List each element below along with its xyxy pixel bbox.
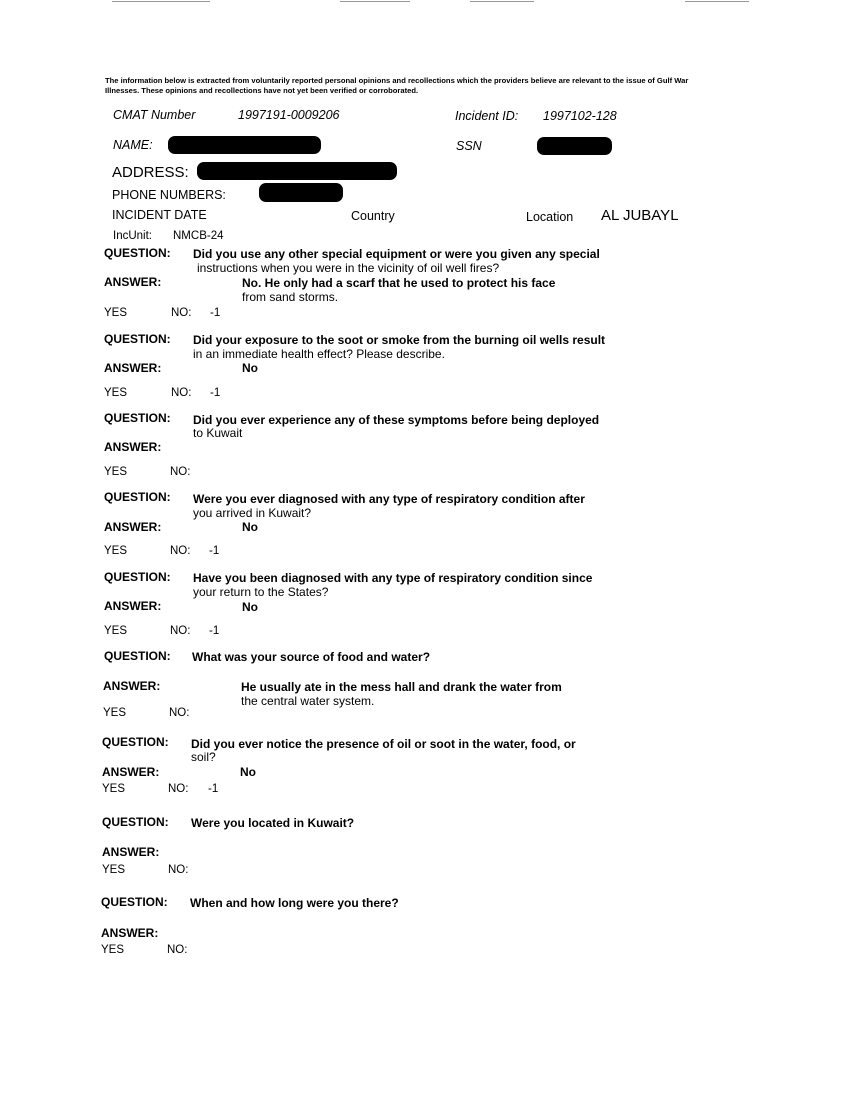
answer-text: No. He only had a scarf that he used to protect his face [242,276,556,290]
answer-label: ANSWER: [101,926,159,940]
incident-id-value: 1997102-128 [543,109,617,123]
answer-text-cont: the central water system. [241,694,375,708]
question-text-cont: soil? [191,750,216,764]
question-text: Have you been diagnosed with any type of respiratory condition since [193,571,593,585]
answer-text: No [242,520,258,534]
answer-label: ANSWER: [103,679,161,693]
question-text-cont: you arrived in Kuwait? [193,506,312,520]
question-label: QUESTION: [104,332,171,346]
incunit-label: IncUnit: [113,230,152,242]
answer-label: ANSWER: [104,275,162,289]
answer-label: ANSWER: [104,520,162,534]
question-label: QUESTION: [102,735,169,749]
question-text: When and how long were you there? [190,896,399,910]
no-label: NO: [169,707,190,719]
question-label: QUESTION: [101,895,168,909]
location-label: Location [526,210,574,224]
no-label: NO: [170,625,191,637]
question-label: QUESTION: [104,649,171,663]
yes-label: YES [102,783,126,795]
name-label: NAME: [113,138,153,152]
scan-artifact-line [685,1,749,2]
answer-label: ANSWER: [104,440,162,454]
question-text-cont: to Kuwait [193,426,243,440]
phone-redaction [259,183,343,202]
no-value: -1 [210,307,221,319]
no-label: NO: [167,944,188,956]
question-text: What was your source of food and water? [192,650,431,664]
no-label: NO: [171,307,192,319]
yes-label: YES [102,864,126,876]
yes-label: YES [101,944,125,956]
no-value: -1 [209,625,220,637]
question-label: QUESTION: [104,570,171,584]
answer-text-cont: from sand storms. [242,290,339,304]
yes-label: YES [104,387,128,399]
answer-text: No [242,361,258,375]
question-text-cont: instructions when you were in the vicinity of oil well fires? [197,261,500,275]
no-label: NO: [171,387,192,399]
phone-numbers-label: PHONE NUMBERS: [112,188,226,202]
no-value: -1 [210,387,221,399]
incunit-value: NMCB-24 [173,230,224,242]
question-text: Did you ever experience any of these symptoms before being deployed [193,413,600,427]
answer-text: No [240,765,256,779]
country-label: Country [351,209,395,223]
no-label: NO: [168,864,189,876]
answer-label: ANSWER: [102,845,160,859]
ssn-label: SSN [456,139,482,153]
yes-label: YES [104,625,128,637]
question-text-cont: your return to the States? [193,585,329,599]
answer-text: He usually ate in the mess hall and drank the water from [241,680,562,694]
question-label: QUESTION: [104,490,171,504]
location-value: AL JUBAYL [601,207,679,224]
ssn-redaction [537,137,612,155]
question-label: QUESTION: [104,246,171,260]
no-label: NO: [168,783,189,795]
no-label: NO: [170,466,191,478]
cmat-number-label: CMAT Number [113,108,196,122]
question-label: QUESTION: [102,815,169,829]
incident-date-label: INCIDENT DATE [112,208,207,222]
question-text: Did your exposure to the soot or smoke from the burning oil wells result [193,333,606,347]
scan-artifact-line [470,1,534,2]
no-value: -1 [209,545,220,557]
question-text: Did you use any other special equipment or were you given any special [193,247,600,261]
answer-label: ANSWER: [104,361,162,375]
answer-label: ANSWER: [102,765,160,779]
address-label: ADDRESS: [112,164,189,181]
question-text: Did you ever notice the presence of oil or soot in the water, food, or [191,737,576,751]
yes-label: YES [104,466,128,478]
answer-label: ANSWER: [104,599,162,613]
no-label: NO: [170,545,191,557]
incident-id-label: Incident ID: [455,109,519,123]
disclaimer: The information below is extracted from voluntarily reported personal opinions and recollections which the providers believe are relevant to the issue of Gulf War Illnesses. These opinions and recollections have not yet been verified or corroborated. [105,76,689,95]
yes-label: YES [103,707,127,719]
question-text: Were you ever diagnosed with any type of respiratory condition after [193,492,585,506]
question-text: Were you located in Kuwait? [191,816,355,830]
question-label: QUESTION: [104,411,171,425]
question-text-cont: in an immediate health effect? Please describe. [193,347,445,361]
no-value: -1 [208,783,219,795]
scan-artifact-line [112,1,210,2]
answer-text: No [242,600,258,614]
cmat-number-value: 1997191-0009206 [238,108,340,122]
address-redaction [197,162,397,180]
yes-label: YES [104,307,128,319]
yes-label: YES [104,545,128,557]
scan-artifact-line [340,1,410,2]
name-redaction [168,136,321,154]
